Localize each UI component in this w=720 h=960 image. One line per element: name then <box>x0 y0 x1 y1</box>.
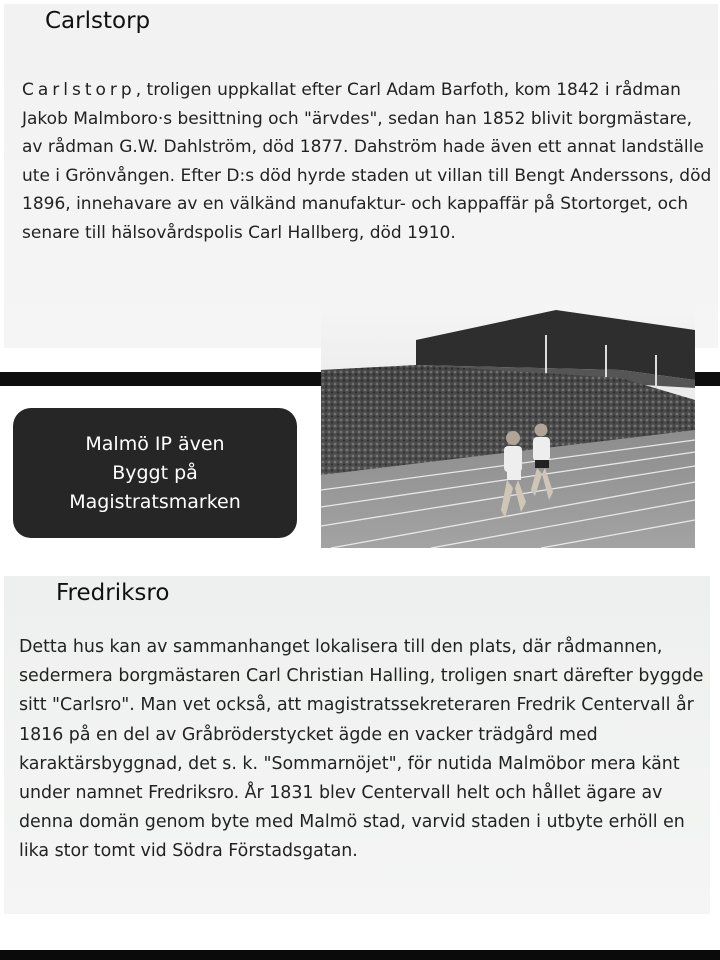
bottom-border <box>0 950 720 960</box>
photo-caption-text <box>35 430 275 517</box>
stadium-photo <box>321 310 695 548</box>
section-carlstorp-body: , troligen uppkallat efter Carl Adam Barfoth, kom 1842 i rådman Jakob Malmboro·s besittning och "ärvdes", sedan han 1852 blivit borgmästare, av rådman G.W. Dahlström, död 1877. Dahström hade även ett annat landställe ute i Grönvången. Efter D:s död hyrde staden ut villan till Bengt Anderssons, död 1896, innehavare av en välkänd manufaktur- och kappaffär på Stortorget, och senare till hälsovårdspolis Carl Hallberg, död 1910. <box>22 80 712 243</box>
photo-caption-line: Magistratsmarken <box>69 490 241 513</box>
photo-caption-box <box>13 408 297 538</box>
section-fredriksro-text: Detta hus kan av sammanhanget lokalisera till den plats, där rådmannen, sedermera borgmästaren Carl Christian Halling, troligen snart därefter byggde sitt "Carlsro". Man vet också, att magistratssekreteraren Fredrik Centervall år 1816 på en del av Gråbröderstycket ägde en vacker trädgård med karaktärsbyggnad, det s. k. "Sommarnöjet", för nutida Malmöbor mera känt under namnet Fredriksro. År 1831 blev Centervall helt och hållet ägare av denna domän genom byte med Malmö stad, varvid staden i utbyte erhöll en lika stor tomt vid Södra Förstadsgatan. <box>19 637 704 862</box>
section-carlstorp-text <box>22 76 714 247</box>
photo-caption-line: Malmö IP även <box>85 432 225 455</box>
section-carlstorp-title: Carlstorp <box>45 8 151 34</box>
photo-caption-line: Byggt på <box>112 461 198 484</box>
section-carlstorp-first-word: Carlstorp <box>22 80 136 100</box>
section-fredriksro-title: Fredriksro <box>56 580 170 606</box>
